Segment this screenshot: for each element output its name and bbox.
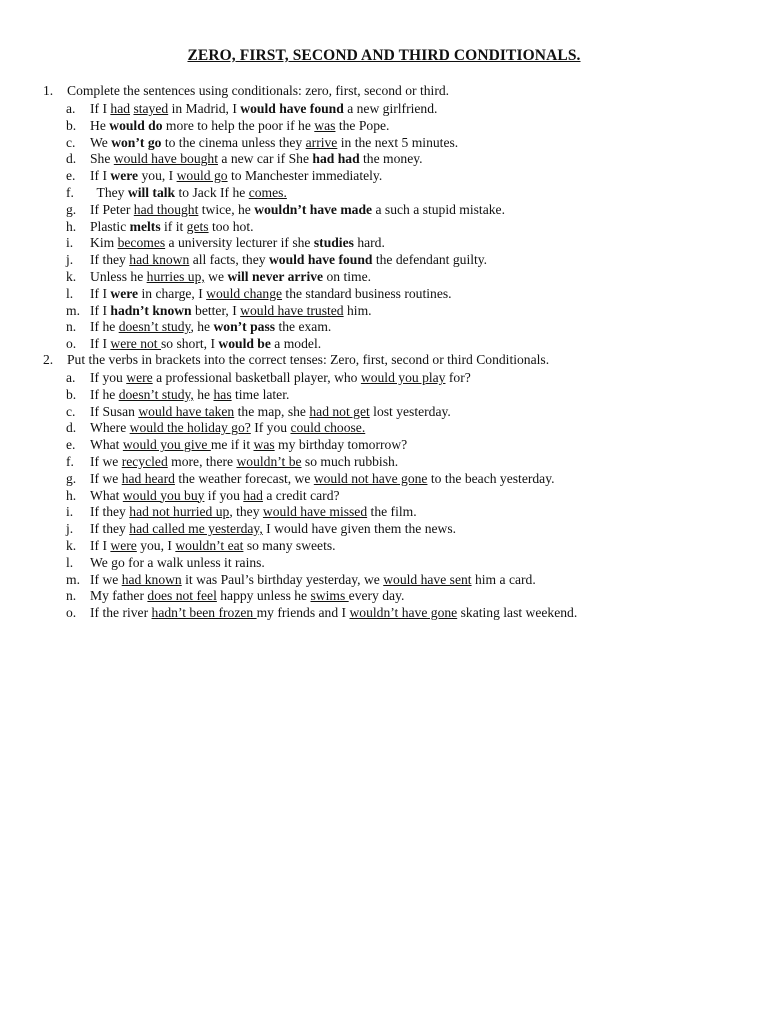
sentence-text: a university lecturer if she <box>165 235 314 251</box>
item-letter: a. <box>66 101 76 116</box>
question-instruction: Put the verbs in brackets into the correct tenses: Zero, first, second or third Conditionals. <box>67 352 550 367</box>
underlined-answer: had heard <box>121 470 175 486</box>
sentence-text: so many sweets. <box>243 537 336 553</box>
sentence-item <box>66 605 577 622</box>
bold-answer: were <box>110 168 139 184</box>
sentence-text: time later. <box>231 386 290 402</box>
sentence-text: the map, she <box>234 403 310 419</box>
sentence-text: What <box>90 487 123 503</box>
question-2-items <box>66 370 577 622</box>
item-letter: e. <box>66 437 76 453</box>
sentence-text: skating last weekend. <box>457 605 578 621</box>
underlined-answer: stayed <box>133 101 169 116</box>
item-letter: h. <box>66 487 77 503</box>
sentence-item <box>66 387 577 404</box>
sentence-text: my birthday tomorrow? <box>274 437 408 453</box>
sentence-text: the exam. <box>275 319 332 335</box>
sentence-item <box>66 538 577 555</box>
sentence-text: better, I <box>191 302 241 318</box>
underlined-answer: had not get <box>309 403 370 419</box>
sentence-item <box>66 454 577 471</box>
sentence-text: Unless he <box>90 268 147 284</box>
underlined-answer: were <box>110 537 137 553</box>
bold-answer: would have found <box>268 252 373 268</box>
sentence-item <box>66 235 505 252</box>
sentence-text: If I <box>90 101 111 116</box>
sentence-text: He <box>90 117 110 133</box>
sentence-text: me if it <box>210 437 254 453</box>
item-letter: a. <box>66 370 76 385</box>
bold-answer: would have found <box>240 101 344 116</box>
underlined-answer: doesn’t study, <box>118 386 194 402</box>
sentence-text: If I <box>90 285 111 301</box>
sentence-text: If Peter <box>90 201 134 217</box>
sentence-text: Kim <box>90 235 118 251</box>
sentence-text: If I <box>90 336 111 352</box>
item-letter: j. <box>66 521 74 537</box>
underlined-answer: had thought <box>133 201 199 217</box>
sentence-item <box>66 202 505 219</box>
sentence-text: If we <box>90 470 122 486</box>
sentence-text: They <box>90 184 128 200</box>
question-2-heading <box>43 352 549 369</box>
question-1-items <box>66 101 505 353</box>
question-number: 1. <box>43 83 54 98</box>
underlined-answer: hadn’t been frozen <box>151 605 257 621</box>
sentence-text: We go for a walk unless it rains. <box>90 554 265 570</box>
sentence-text: in charge, I <box>138 285 207 301</box>
underlined-answer: were not <box>110 336 161 352</box>
underlined-answer: wouldn’t have gone <box>349 605 458 621</box>
sentence-text: on time. <box>323 268 372 284</box>
sentence-text: every day. <box>348 588 405 604</box>
sentence-text: too hot. <box>208 218 254 234</box>
sentence-item <box>66 370 577 387</box>
underlined-answer: could choose. <box>290 420 366 436</box>
underlined-answer: does not feel <box>147 588 217 604</box>
item-letter: l. <box>66 285 74 301</box>
sentence-item <box>66 286 505 303</box>
underlined-answer: wouldn’t eat <box>175 537 244 553</box>
bold-answer: studies <box>313 235 354 251</box>
underlined-answer: would go <box>176 168 228 184</box>
underlined-answer: swims <box>310 588 349 604</box>
underlined-answer: becomes <box>117 235 166 251</box>
underlined-answer: had known <box>129 252 190 268</box>
sentence-item <box>66 135 505 152</box>
sentence-text: If I <box>90 537 111 553</box>
underlined-answer: were <box>126 370 153 385</box>
sentence-text: the standard business routines. <box>282 285 452 301</box>
underlined-answer: had not hurried up <box>129 504 230 520</box>
underlined-answer: would the holiday go? <box>129 420 251 436</box>
sentence-item <box>66 336 505 353</box>
underlined-answer: had <box>110 101 131 116</box>
sentence-text: to Jack If he <box>175 184 249 200</box>
sentence-text: if it <box>160 218 187 234</box>
item-letter: c. <box>66 134 76 150</box>
sentence-text: If he <box>90 386 119 402</box>
item-letter: b. <box>66 386 77 402</box>
underlined-answer: wouldn’t be <box>236 453 302 469</box>
underlined-answer: recycled <box>121 453 168 469</box>
underlined-answer: had <box>243 487 263 503</box>
sentence-item <box>66 471 577 488</box>
sentence-text: , they <box>229 504 263 520</box>
sentence-item <box>66 488 577 505</box>
sentence-item <box>66 303 505 320</box>
sentence-item <box>66 185 505 202</box>
bold-answer: had had <box>312 151 360 167</box>
question-1-heading <box>43 83 449 100</box>
underlined-answer: doesn’t study <box>118 319 191 335</box>
sentence-text: to Manchester immediately. <box>227 168 383 184</box>
underlined-answer: would have bought <box>113 151 219 167</box>
item-letter: f. <box>66 184 74 200</box>
sentence-text: he <box>193 386 214 402</box>
sentence-text: a model. <box>270 336 322 352</box>
item-letter: n. <box>66 588 77 604</box>
sentence-text: more to help the poor if he <box>162 117 315 133</box>
item-letter: m. <box>66 302 80 318</box>
sentence-text: If Susan <box>90 403 139 419</box>
sentence-item <box>66 588 577 605</box>
sentence-item <box>66 118 505 135</box>
underlined-answer: would have missed <box>262 504 368 520</box>
underlined-answer: would you buy <box>122 487 205 503</box>
item-letter: g. <box>66 201 77 217</box>
sentence-text: to the cinema unless they <box>161 134 306 150</box>
item-letter: b. <box>66 117 77 133</box>
sentence-text: Plastic <box>90 218 130 234</box>
underlined-answer: was <box>253 437 275 453</box>
sentence-text: to the beach yesterday. <box>427 470 555 486</box>
bold-answer: hadn’t known <box>110 302 192 318</box>
bold-answer: wouldn’t have made <box>254 201 373 217</box>
underlined-answer: hurries up, <box>146 268 205 284</box>
sentence-text: If they <box>90 252 130 268</box>
sentence-text: happy unless he <box>216 588 311 604</box>
underlined-answer: would you give <box>122 437 211 453</box>
sentence-text: my friends and I <box>256 605 350 621</box>
sentence-text: you, I <box>136 537 176 553</box>
sentence-text: a new girlfriend. <box>343 101 438 116</box>
sentence-text: hard. <box>353 235 385 251</box>
sentence-text: it was Paul’s birthday yesterday, we <box>181 571 384 587</box>
sentence-text: I would have given them the news. <box>262 521 457 537</box>
bold-answer: would be <box>218 336 271 352</box>
underlined-answer: arrive <box>305 134 338 150</box>
sentence-item <box>66 572 577 589</box>
sentence-text: twice, he <box>198 201 255 217</box>
sentence-text: a such a stupid mistake. <box>372 201 505 217</box>
sentence-text: all facts, they <box>189 252 269 268</box>
sentence-text: the money. <box>359 151 423 167</box>
item-letter: k. <box>66 268 77 284</box>
sentence-text: If we <box>90 453 122 469</box>
question-number: 2. <box>43 352 54 367</box>
sentence-text: in the next 5 minutes. <box>337 134 459 150</box>
sentence-item <box>66 151 505 168</box>
sentence-item <box>66 252 505 269</box>
item-letter: n. <box>66 319 77 335</box>
underlined-answer: had known <box>121 571 182 587</box>
sentence-item <box>66 219 505 236</box>
item-letter: g. <box>66 470 77 486</box>
item-letter: h. <box>66 218 77 234</box>
sentence-text: , he <box>190 319 214 335</box>
sentence-item <box>66 504 577 521</box>
sentence-item <box>66 555 577 572</box>
sentence-text: if you <box>204 487 244 503</box>
sentence-text: more, there <box>167 453 237 469</box>
underlined-answer: was <box>314 117 336 133</box>
item-letter: l. <box>66 554 74 570</box>
item-letter: j. <box>66 252 74 268</box>
sentence-text: If we <box>90 571 122 587</box>
bold-answer: would do <box>109 117 163 133</box>
item-letter: o. <box>66 605 77 621</box>
item-letter: c. <box>66 403 76 419</box>
underlined-answer: comes. <box>248 184 287 200</box>
question-instruction: Complete the sentences using conditionals: zero, first, second or third. <box>67 83 450 98</box>
sentence-text: him. <box>343 302 372 318</box>
item-letter: m. <box>66 571 80 587</box>
sentence-item <box>66 404 577 421</box>
sentence-text: you, I <box>138 168 177 184</box>
bold-answer: were <box>110 285 139 301</box>
sentence-text: Where <box>90 420 130 436</box>
sentence-text: If I <box>90 302 111 318</box>
sentence-text: him a card. <box>471 571 536 587</box>
sentence-text: If they <box>90 521 130 537</box>
sentence-text: the weather forecast, we <box>174 470 314 486</box>
underlined-answer: gets <box>186 218 209 234</box>
sentence-item <box>66 101 505 118</box>
sentence-text: a credit card? <box>262 487 340 503</box>
item-letter: d. <box>66 151 77 167</box>
sentence-text: If he <box>90 319 119 335</box>
underlined-answer: would change <box>206 285 283 301</box>
item-letter: i. <box>66 235 74 251</box>
sentence-text: If the river <box>90 605 152 621</box>
sentence-text: we <box>204 268 228 284</box>
sentence-text: so short, I <box>160 336 219 352</box>
sentence-item <box>66 521 577 538</box>
sentence-text: in Madrid, I <box>168 101 241 116</box>
underlined-answer: has <box>213 386 232 402</box>
sentence-text: the film. <box>367 504 417 520</box>
item-letter: e. <box>66 168 76 184</box>
sentence-text: If they <box>90 504 130 520</box>
sentence-item <box>66 269 505 286</box>
bold-answer: will never arrive <box>227 268 324 284</box>
sentence-text: a professional basketball player, who <box>152 370 361 385</box>
underlined-answer: would you play <box>360 370 446 385</box>
sentence-text: My father <box>90 588 148 604</box>
page-title: ZERO, FIRST, SECOND AND THIRD CONDITIONALS. <box>187 47 581 64</box>
sentence-text: If you <box>250 420 291 436</box>
sentence-text: She <box>90 151 114 167</box>
item-letter: o. <box>66 336 77 352</box>
bold-answer: melts <box>129 218 161 234</box>
bold-answer: won’t pass <box>213 319 276 335</box>
underlined-answer: had called me yesterday, <box>129 521 263 537</box>
sentence-text: a new car if She <box>218 151 313 167</box>
sentence-text: the defendant guilty. <box>372 252 488 268</box>
sentence-item <box>66 437 577 454</box>
sentence-text: What <box>90 437 123 453</box>
item-letter: d. <box>66 420 77 436</box>
underlined-answer: would have trusted <box>240 302 344 318</box>
item-letter: k. <box>66 537 77 553</box>
underlined-answer: would have sent <box>383 571 472 587</box>
sentence-text: If I <box>90 168 111 184</box>
bold-answer: won’t go <box>111 134 162 150</box>
sentence-text: If you <box>90 370 127 385</box>
sentence-item <box>66 420 577 437</box>
item-letter: i. <box>66 504 74 520</box>
underlined-answer: would not have gone <box>313 470 428 486</box>
sentence-item <box>66 319 505 336</box>
sentence-text: the Pope. <box>335 117 390 133</box>
underlined-answer: would have taken <box>138 403 235 419</box>
sentence-text: so much rubbish. <box>301 453 399 469</box>
item-letter: f. <box>66 453 74 469</box>
sentence-text: lost yesterday. <box>369 403 451 419</box>
sentence-item <box>66 168 505 185</box>
bold-answer: will talk <box>127 184 176 200</box>
sentence-text: We <box>90 134 112 150</box>
sentence-text: for? <box>445 370 471 385</box>
